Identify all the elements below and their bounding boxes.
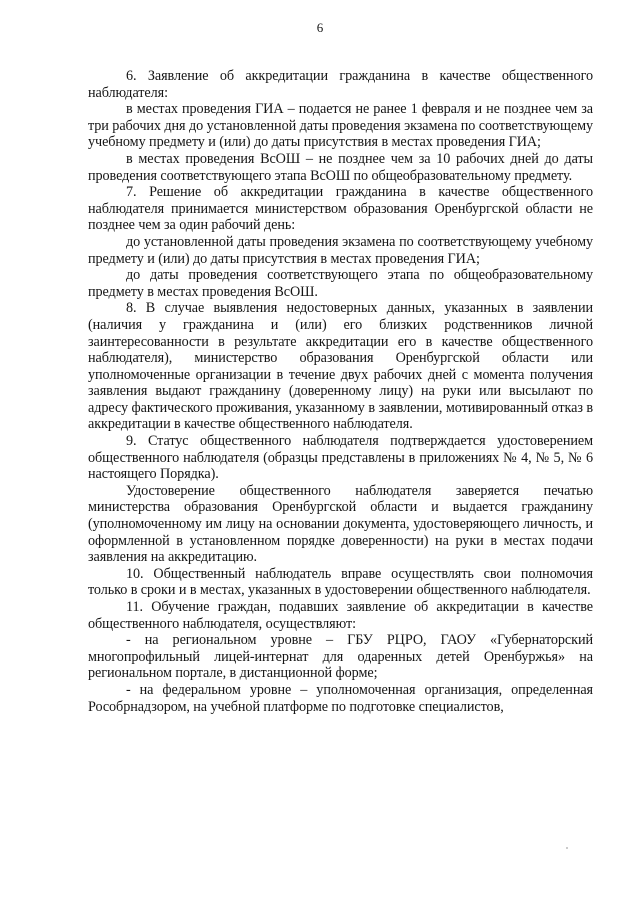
- paragraph-10: 10. Общественный наблюдатель вправе осуществлять свои полномочия только в сроки и в местах, указанных в удостоверении общественного наблюдателя.: [88, 565, 593, 599]
- paragraph-6-gia: в местах проведения ГИА – подается не ранее 1 февраля и не позднее чем за три рабочих дня до установленной даты проведения экзамена по соответствующему учебному предмету и (или) до даты присутствия в местах проведения ГИА;: [88, 101, 593, 151]
- paragraph-11-regional: - на региональном уровне – ГБУ РЦРО, ГАОУ «Губернаторский многопрофильный лицей-интернат для одаренных детей Оренбуржья» на региональном портале, в дистанционной форме;: [88, 632, 593, 682]
- paragraph-7: 7. Решение об аккредитации гражданина в качестве общественного наблюдателя принимается министерством образования Оренбургской области не позднее чем за один рабочий день:: [88, 184, 593, 234]
- page-number: 6: [316, 20, 324, 35]
- paragraph-6: 6. Заявление об аккредитации гражданина в качестве общественного наблюдателя:: [88, 68, 593, 101]
- paragraph-8: 8. В случае выявления недостоверных данных, указанных в заявлении (наличия у гражданина и (или) его близких родственников личной заинтересованности в результате аккредитации его в качестве общественного наблюдателя), министерство образования Оренбургской области или уполномоченные организации в течение двух рабочих дней с момента получения заявления выдают гражданину (доверенному лицу) на руки или высылают по адресу фактического проживания, указанному в заявлении, мотивированный отказ в аккредитации в качестве общественного наблюдателя.: [88, 300, 593, 433]
- paragraph-9: 9. Статус общественного наблюдателя подтверждается удостоверением общественного наблюдателя (образцы представлены в приложениях № 4, № 5, № 6 настоящего Порядка).: [88, 433, 593, 483]
- paragraph-7-exam: до установленной даты проведения экзамена по соответствующему учебному предмету и (или) до даты присутствия в местах проведения ГИА;: [88, 233, 593, 267]
- paragraph-6-vsosh: в местах проведения ВсОШ – не позднее чем за 10 рабочих дней до даты проведения соответствующего этапа ВсОШ по общеобразовательному предмету.: [88, 150, 593, 184]
- paragraph-7-stage: до даты проведения соответствующего этапа по общеобразовательному предмету в местах проведения ВсОШ.: [88, 267, 593, 300]
- document-body: [88, 68, 593, 715]
- paragraph-11-federal: - на федеральном уровне – уполномоченная организация, определенная Рособрнадзором, на учебной платформе по подготовке специалистов,: [88, 681, 593, 715]
- scan-speck: [566, 847, 568, 849]
- paragraph-9-certificate: Удостоверение общественного наблюдателя заверяется печатью министерства образования Оренбургской области и выдается гражданину (уполномоченному им лицу на основании документа, удостоверяющего личность, и оформленной в установленном порядке доверенности) на руки в местах подачи заявления на аккредитацию.: [88, 482, 593, 566]
- paragraph-11: 11. Обучение граждан, подавших заявление об аккредитации в качестве общественного наблюдателя, осуществляют:: [88, 599, 593, 632]
